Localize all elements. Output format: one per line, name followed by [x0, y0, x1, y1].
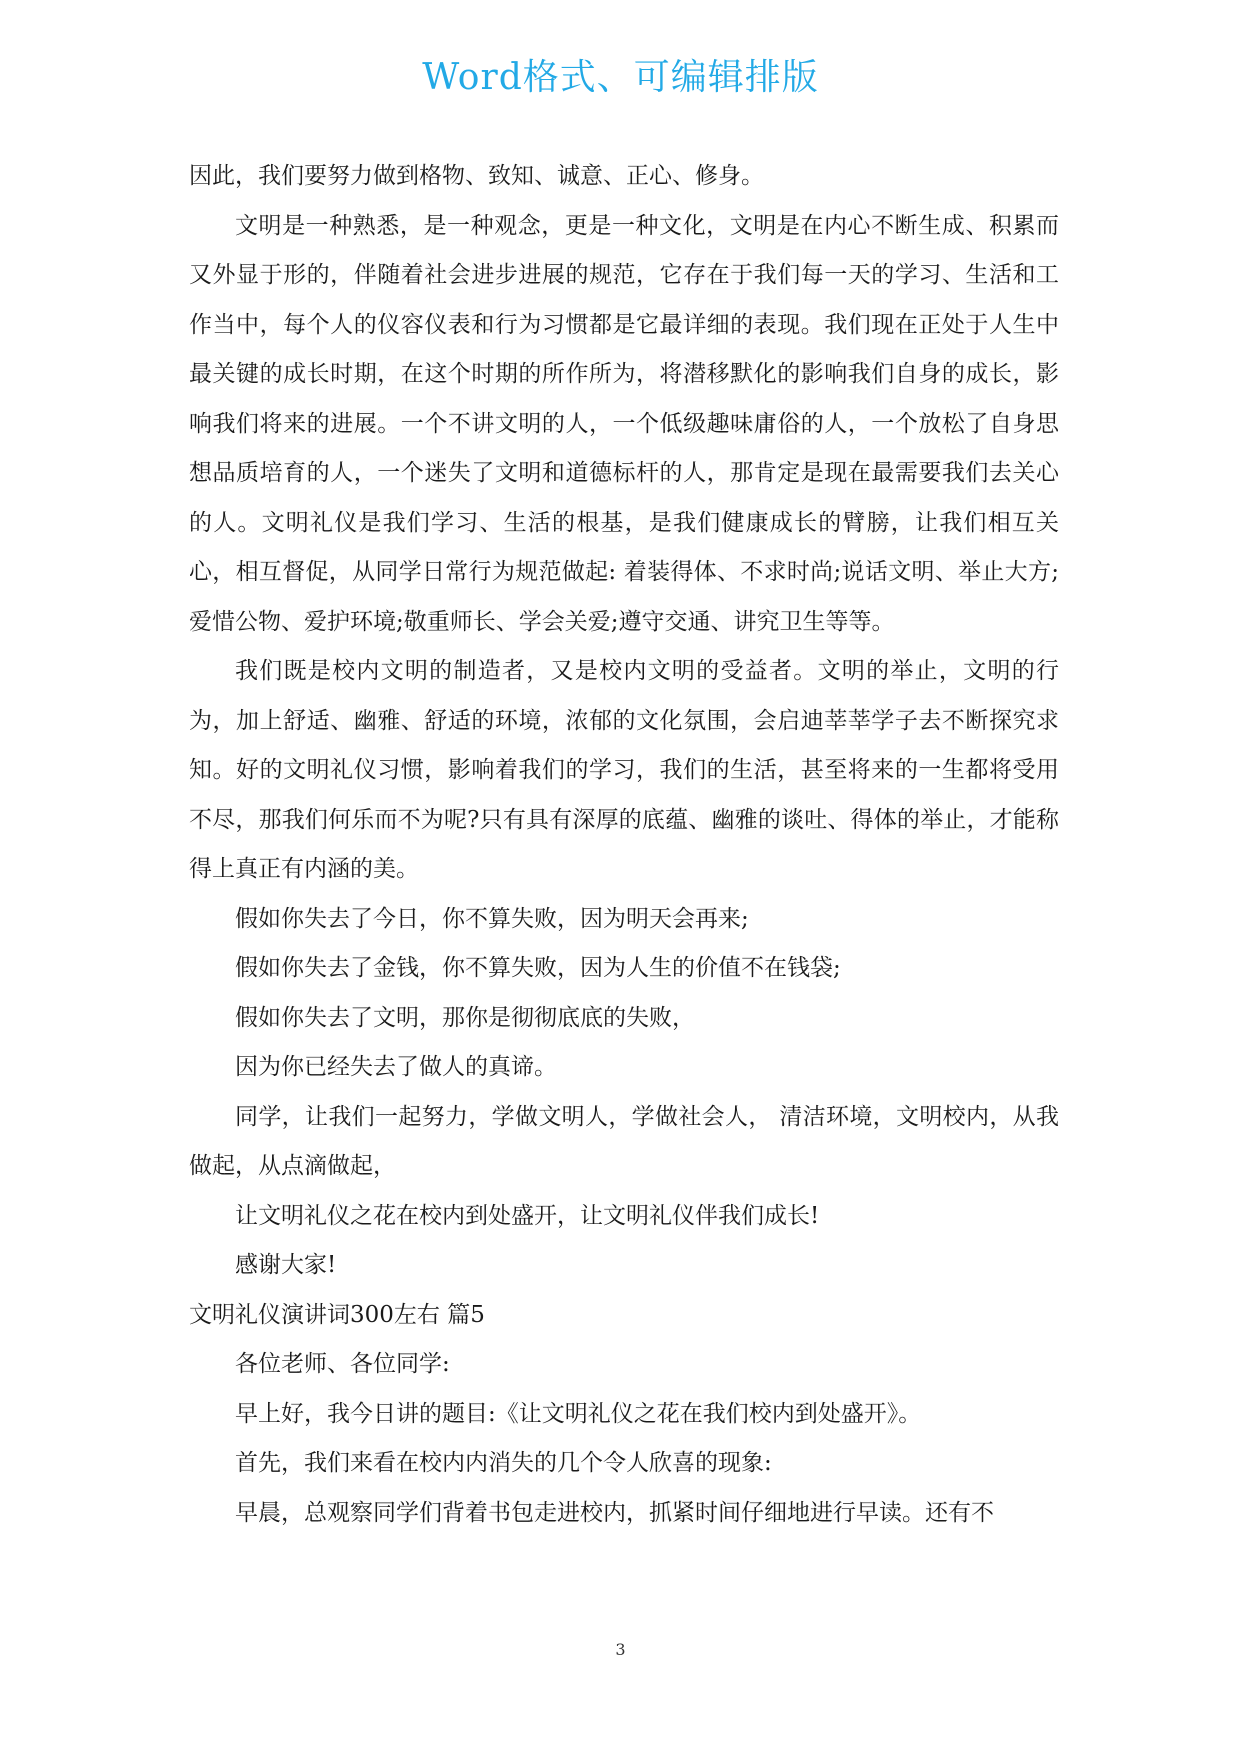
poem-line: 假如你失去了文明，那你是彻彻底底的失败， [235, 1004, 695, 1031]
page-number: 3 [615, 1640, 626, 1659]
section-heading: 文明礼仪演讲词300左右 篇5 [189, 1301, 485, 1328]
paragraph: 我们既是校内文明的制造者，又是校内文明的受益者。文明的举止，文明的行为，加上舒适、幽雅、舒适的环境，浓郁的文化氛围，会启迪莘莘学子去不断探究求知。好的文明礼仪习惯，影响着我们的学习，我们的生活，甚至将来的一生都将受用不尽，那我们何乐而不为呢?只有具有深厚的底蕴、幽雅的谈吐、得体的举止，才能称得上真正有内涵的美。 [189, 658, 1059, 882]
paragraph: 同学，让我们一起努力，学做文明人，学做社会人， 清洁环境，文明校内，从我做起，从点滴做起， [189, 1103, 1059, 1179]
paragraph: 让文明礼仪之花在校内到处盛开，让文明礼仪伴我们成长! [235, 1202, 820, 1229]
poem-line: 因为你已经失去了做人的真谛。 [235, 1054, 557, 1080]
closing-line: 感谢大家! [235, 1252, 337, 1278]
poem-line: 假如你失去了金钱，你不算失败，因为人生的价值不在钱袋; [235, 955, 841, 981]
paragraph: 早晨，总观察同学们背着书包走进校内，抓紧时间仔细地进行早读。还有不 [235, 1499, 994, 1526]
salutation: 各位老师、各位同学: [235, 1351, 450, 1377]
poem-line: 假如你失去了今日，你不算失败，因为明天会再来; [235, 905, 749, 932]
paragraph: 早上好，我今日讲的题目:《让文明礼仪之花在我们校内到处盛开》。 [235, 1400, 922, 1427]
document-body [189, 152, 1059, 1538]
paragraph: 文明是一种熟悉，是一种观念，更是一种文化，文明是在内心不断生成、积累而又外显于形的，伴随着社会进步进展的规范，它存在于我们每一天的学习、生活和工作当中，每个人的仪容仪表和行为习惯都是它最详细的表现。我们现在正处于人生中最关键的成长时期，在这个时期的所作所为，将潜移默化的影响我们自身的成长，影响我们将来的进展。一个不讲文明的人，一个低级趣味庸俗的人，一个放松了自身思想品质培育的人，一个迷失了文明和道德标杆的人，那肯定是现在最需要我们去关心的人。文明礼仪是我们学习、生活的根基，是我们健康成长的臂膀，让我们相互关心，相互督促，从同学日常行为规范做起: 着装得体、不求时尚;说话文明、举止大方;爱惜公物、爱护环境;敬重师长、学会关爱;遵守交通、讲究卫生等等。 [189, 212, 1059, 635]
paragraph: 首先，我们来看在校内内消失的几个令人欣喜的现象: [235, 1450, 772, 1476]
paragraph: 因此，我们要努力做到格物、致知、诚意、正心、修身。 [189, 163, 764, 189]
document-header-title: Word格式、可编辑排版 [422, 57, 819, 98]
